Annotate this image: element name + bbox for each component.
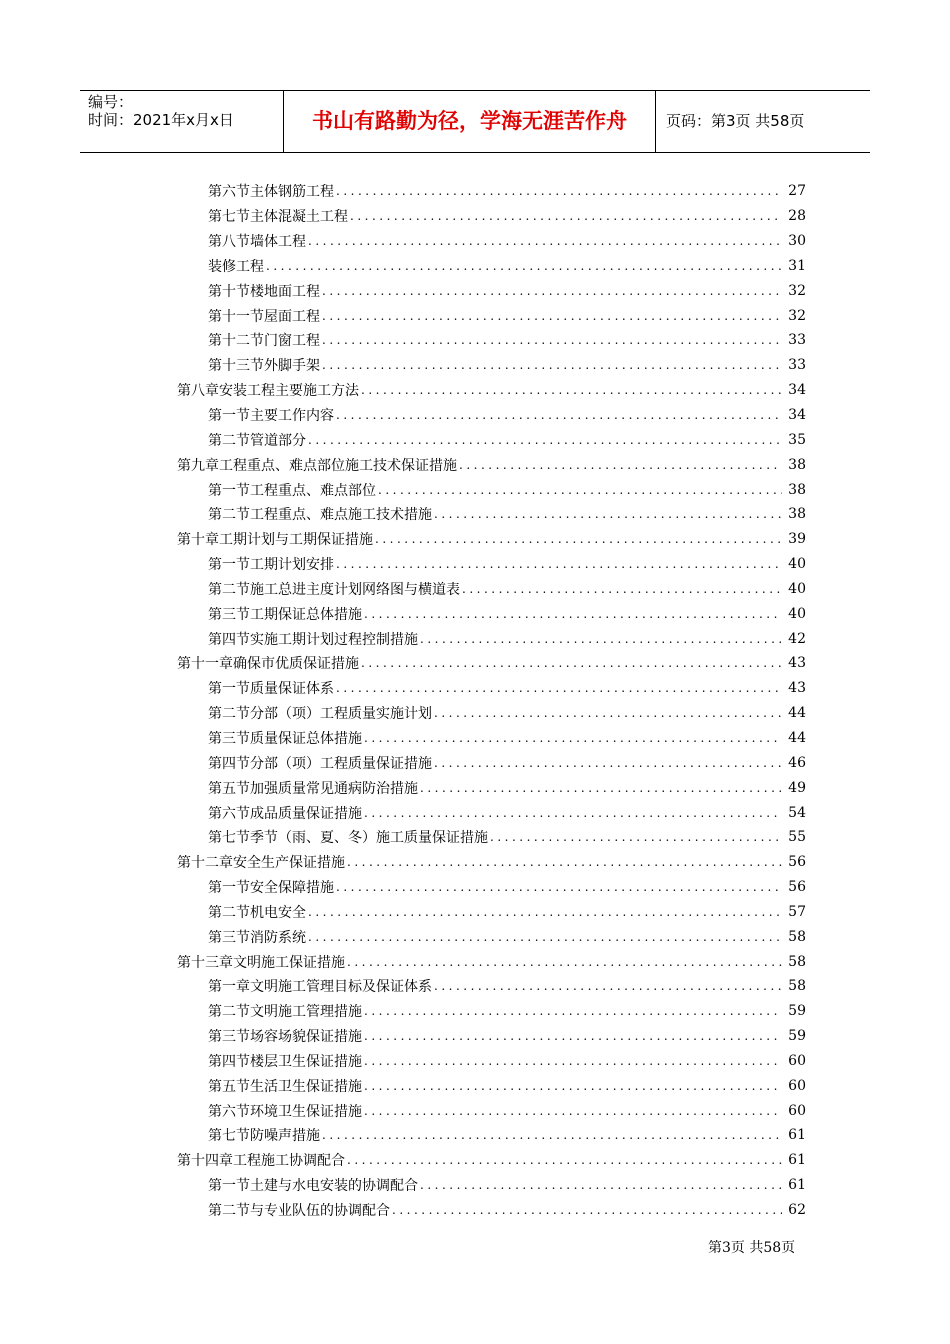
toc-entry-title: 第二节文明施工管理措施: [208, 1004, 362, 1021]
toc-entry-page: 32: [788, 307, 806, 324]
toc-entry-page: 60: [788, 1102, 806, 1119]
toc-dot-leader: [434, 979, 782, 993]
toc-section-entry[interactable]: [0, 477, 950, 502]
toc-section-entry[interactable]: [0, 676, 950, 701]
toc-section-entry[interactable]: [0, 328, 950, 353]
toc-dot-leader: [347, 1153, 782, 1167]
toc-entry-page: 56: [788, 854, 806, 871]
toc-dot-leader: [364, 806, 782, 820]
toc-entry-page: 40: [788, 556, 806, 573]
toc-entry-title: 第八节墙体工程: [208, 234, 306, 251]
toc-section-entry[interactable]: [0, 1198, 950, 1223]
toc-dot-leader: [361, 383, 782, 397]
toc-section-entry[interactable]: [0, 427, 950, 452]
toc-entry-page: 60: [788, 1077, 806, 1094]
toc-dot-leader: [420, 632, 782, 646]
toc-entry-page: 40: [788, 605, 806, 622]
toc-section-entry[interactable]: [0, 1073, 950, 1098]
toc-chapter-entry[interactable]: [0, 452, 950, 477]
toc-entry-page: 61: [788, 1177, 806, 1194]
toc-entry-title: 第二节管道部分: [208, 432, 306, 449]
header-divider: [655, 91, 656, 152]
toc-entry-page: 62: [788, 1202, 806, 1219]
toc-entry-title: 第二节与专业队伍的协调配合: [208, 1203, 390, 1220]
toc-entry-page: 27: [788, 183, 806, 200]
toc-chapter-entry[interactable]: [0, 850, 950, 875]
toc-entry-title: 第五节加强质量常见通病防治措施: [208, 780, 418, 797]
toc-dot-leader: [336, 880, 782, 894]
toc-dot-leader: [322, 358, 782, 372]
toc-entry-title: 第五节生活卫生保证措施: [208, 1078, 362, 1095]
toc-dot-leader: [364, 1079, 782, 1093]
toc-entry-page: 34: [788, 407, 806, 424]
toc-entry-page: 49: [788, 779, 806, 796]
toc-dot-leader: [364, 1029, 782, 1043]
toc-entry-title: 第十一节屋面工程: [208, 308, 320, 325]
toc-section-entry[interactable]: [0, 800, 950, 825]
toc-entry-page: 38: [788, 456, 806, 473]
toc-section-entry[interactable]: [0, 999, 950, 1024]
toc-dot-leader: [364, 1104, 782, 1118]
toc-dot-leader: [347, 855, 782, 869]
toc-entry-title: 第十节楼地面工程: [208, 283, 320, 300]
toc-dot-leader: [347, 955, 782, 969]
toc-entry-title: 第七节主体混凝土工程: [208, 209, 348, 226]
toc-dot-leader: [434, 507, 782, 521]
toc-section-entry[interactable]: [0, 601, 950, 626]
toc-entry-title: 第三节工期保证总体措施: [208, 606, 362, 623]
toc-entry-title: 第二节机电安全: [208, 904, 306, 921]
toc-entry-page: 57: [788, 903, 806, 920]
toc-entry-page: 35: [788, 431, 806, 448]
toc-section-entry[interactable]: [0, 974, 950, 999]
toc-entry-title: 第二节分部（项）工程质量实施计划: [208, 706, 432, 723]
toc-section-entry[interactable]: [0, 775, 950, 800]
toc-dot-leader: [336, 184, 782, 198]
toc-section-entry[interactable]: [0, 403, 950, 428]
toc-entry-page: 43: [788, 680, 806, 697]
toc-section-entry[interactable]: [0, 179, 950, 204]
toc-entry-page: 33: [788, 357, 806, 374]
toc-entry-page: 55: [788, 829, 806, 846]
header-page-number: 页码：第3页 共58页: [666, 112, 805, 130]
toc-entry-title: 第十一章确保市优质保证措施: [177, 656, 359, 673]
toc-section-entry[interactable]: [0, 552, 950, 577]
document-date-label: 时间：2021年x月x日: [88, 111, 234, 129]
toc-entry-page: 60: [788, 1052, 806, 1069]
toc-dot-leader: [462, 582, 782, 596]
toc-entry-title: 第三节场容场貌保证措施: [208, 1029, 362, 1046]
toc-entry-title: 第一章文明施工管理目标及保证体系: [208, 979, 432, 996]
toc-dot-leader: [322, 284, 782, 298]
page-header: [80, 90, 870, 153]
toc-dot-leader: [459, 458, 782, 472]
toc-chapter-entry[interactable]: [0, 527, 950, 552]
toc-entry-title: 第一节工程重点、难点部位: [208, 482, 376, 499]
toc-dot-leader: [420, 781, 782, 795]
toc-entry-page: 46: [788, 754, 806, 771]
toc-chapter-entry[interactable]: [0, 1148, 950, 1173]
toc-dot-leader: [308, 433, 782, 447]
toc-entry-page: 58: [788, 953, 806, 970]
toc-entry-title: 第一节土建与水电安装的协调配合: [208, 1178, 418, 1195]
toc-dot-leader: [322, 1128, 782, 1142]
toc-entry-title: 第一节主要工作内容: [208, 408, 334, 425]
toc-section-entry[interactable]: [0, 924, 950, 949]
toc-entry-page: 56: [788, 879, 806, 896]
toc-entry-page: 59: [788, 1028, 806, 1045]
toc-dot-leader: [322, 309, 782, 323]
toc-dot-leader: [336, 557, 782, 571]
toc-dot-leader: [336, 408, 782, 422]
toc-entry-page: 54: [788, 804, 806, 821]
toc-section-entry[interactable]: [0, 1123, 950, 1148]
toc-entry-title: 第三节消防系统: [208, 929, 306, 946]
toc-entry-title: 第六节主体钢筋工程: [208, 184, 334, 201]
toc-entry-title: 第二节工程重点、难点施工技术措施: [208, 507, 432, 524]
toc-entry-page: 30: [788, 233, 806, 250]
toc-section-entry[interactable]: [0, 701, 950, 726]
toc-section-entry[interactable]: [0, 229, 950, 254]
toc-entry-page: 34: [788, 382, 806, 399]
toc-dot-leader: [375, 532, 782, 546]
toc-entry-page: 42: [788, 630, 806, 647]
table-of-contents: [0, 179, 950, 1222]
toc-entry-page: 58: [788, 928, 806, 945]
toc-entry-page: 32: [788, 282, 806, 299]
toc-section-entry[interactable]: [0, 1024, 950, 1049]
toc-entry-title: 第四节实施工期计划过程控制措施: [208, 631, 418, 648]
toc-section-entry[interactable]: [0, 626, 950, 651]
toc-dot-leader: [490, 830, 782, 844]
toc-entry-page: 59: [788, 1003, 806, 1020]
toc-chapter-entry[interactable]: [0, 949, 950, 974]
toc-dot-leader: [361, 656, 782, 670]
toc-section-entry[interactable]: [0, 750, 950, 775]
toc-dot-leader: [364, 607, 782, 621]
toc-entry-title: 第十四章工程施工协调配合: [177, 1153, 345, 1170]
toc-section-entry[interactable]: [0, 204, 950, 229]
toc-dot-leader: [308, 905, 782, 919]
toc-section-entry[interactable]: [0, 577, 950, 602]
toc-dot-leader: [392, 1203, 782, 1217]
toc-dot-leader: [350, 209, 782, 223]
toc-entry-page: 43: [788, 655, 806, 672]
toc-entry-title: 第一节质量保证体系: [208, 681, 334, 698]
toc-entry-title: 第六节环境卫生保证措施: [208, 1103, 362, 1120]
toc-entry-page: 61: [788, 1152, 806, 1169]
toc-dot-leader: [266, 259, 782, 273]
toc-entry-page: 44: [788, 705, 806, 722]
toc-entry-page: 31: [788, 257, 806, 274]
toc-entry-title: 第一节工期计划安排: [208, 557, 334, 574]
toc-entry-page: 28: [788, 208, 806, 225]
toc-dot-leader: [308, 930, 782, 944]
toc-dot-leader: [322, 333, 782, 347]
toc-section-entry[interactable]: [0, 502, 950, 527]
toc-section-entry[interactable]: [0, 303, 950, 328]
toc-entry-page: 40: [788, 580, 806, 597]
footer-page-number: 第3页 共58页: [708, 1240, 796, 1256]
toc-entry-title: 第十二节门窗工程: [208, 333, 320, 350]
toc-entry-title: 第三节质量保证总体措施: [208, 730, 362, 747]
toc-section-entry[interactable]: [0, 254, 950, 279]
toc-section-entry[interactable]: [0, 875, 950, 900]
toc-entry-title: 第二节施工总进主度计划网络图与横道表: [208, 581, 460, 598]
toc-entry-title: 第七节防噪声措施: [208, 1128, 320, 1145]
toc-entry-title: 第十二章安全生产保证措施: [177, 855, 345, 872]
toc-dot-leader: [434, 756, 782, 770]
toc-dot-leader: [308, 234, 782, 248]
toc-dot-leader: [364, 1054, 782, 1068]
toc-entry-title: 第八章安装工程主要施工方法: [177, 383, 359, 400]
toc-entry-title: 第七节季节（雨、夏、冬）施工质量保证措施: [208, 830, 488, 847]
toc-entry-title: 第十三章文明施工保证措施: [177, 954, 345, 971]
toc-chapter-entry[interactable]: [0, 378, 950, 403]
header-motto: 书山有路勤为径，学海无涯苦作舟: [312, 109, 627, 133]
toc-section-entry[interactable]: [0, 726, 950, 751]
toc-section-entry[interactable]: [0, 825, 950, 850]
toc-entry-title: 第一节安全保障措施: [208, 880, 334, 897]
toc-entry-page: 44: [788, 729, 806, 746]
toc-entry-title: 第十章工期计划与工期保证措施: [177, 532, 373, 549]
toc-entry-page: 33: [788, 332, 806, 349]
toc-entry-page: 58: [788, 978, 806, 995]
toc-section-entry[interactable]: [0, 278, 950, 303]
toc-entry-title: 第九章工程重点、难点部位施工技术保证措施: [177, 457, 457, 474]
toc-entry-page: 38: [788, 481, 806, 498]
toc-chapter-entry[interactable]: [0, 651, 950, 676]
toc-section-entry[interactable]: [0, 1173, 950, 1198]
toc-entry-title: 第四节分部（项）工程质量保证措施: [208, 755, 432, 772]
toc-section-entry[interactable]: [0, 1049, 950, 1074]
toc-section-entry[interactable]: [0, 353, 950, 378]
toc-entry-page: 38: [788, 506, 806, 523]
toc-dot-leader: [364, 731, 782, 745]
toc-dot-leader: [336, 681, 782, 695]
toc-entry-title: 第六节成品质量保证措施: [208, 805, 362, 822]
document-number-label: 编号：: [88, 93, 134, 111]
toc-dot-leader: [420, 1178, 782, 1192]
toc-entry-page: 39: [788, 531, 806, 548]
toc-section-entry[interactable]: [0, 899, 950, 924]
header-meta: [88, 93, 284, 129]
toc-entry-page: 61: [788, 1127, 806, 1144]
toc-dot-leader: [364, 1004, 782, 1018]
toc-entry-title: 第四节楼层卫生保证措施: [208, 1053, 362, 1070]
toc-entry-title: 装修工程: [208, 258, 264, 275]
toc-entry-title: 第十三节外脚手架: [208, 358, 320, 375]
toc-dot-leader: [378, 483, 782, 497]
toc-dot-leader: [434, 706, 782, 720]
toc-section-entry[interactable]: [0, 1098, 950, 1123]
